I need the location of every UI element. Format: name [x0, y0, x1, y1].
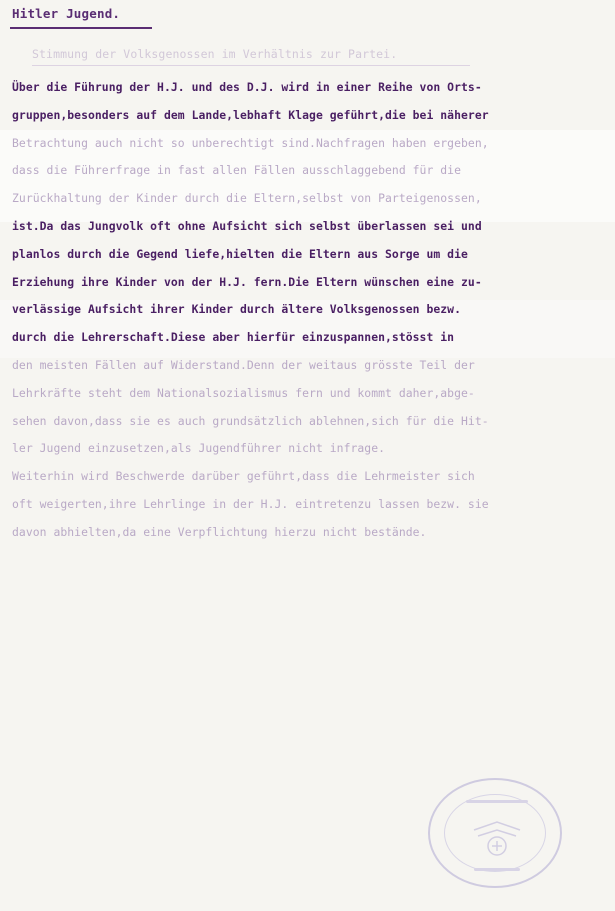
text-line: ist.Da das Jungvolk oft ohne Aufsicht sich selbst überlassen sei und	[12, 219, 482, 233]
text-line: Betrachtung auch nicht so unberechtigt sind.Nachfragen haben ergeben,	[12, 135, 489, 150]
subheading-underline	[32, 65, 470, 66]
official-seal-icon	[428, 778, 562, 888]
seal-emblem-icon	[430, 780, 564, 890]
text-line: dass die Führerfrage in fast allen Fällen ausschlaggebend für die	[12, 163, 462, 178]
text-line: sehen davon,dass sie es auch grundsätzlich ablehnen,sich für die Hit-	[12, 413, 489, 428]
document-subheading: Stimmung der Volksgenossen im Verhältnis zur Partei.	[32, 47, 398, 61]
text-line: davon abhielten,da eine Verpflichtung hierzu nicht bestände.	[12, 524, 427, 539]
text-line: Weiterhin wird Beschwerde darüber geführt,dass die Lehrmeister sich	[12, 469, 475, 484]
text-line: gruppen,besonders auf dem Lande,lebhaft Klage geführt,die bei näherer	[12, 107, 489, 122]
text-line: durch die Lehrerschaft.Diese aber hierfür einzuspannen,stösst in	[12, 330, 455, 345]
text-line: ler Jugend einzusetzen,als Jugendführer nicht infrage.	[12, 441, 386, 456]
text-line: oft weigerten,ihre Lehrlinge in der H.J. eintretenzu lassen bezw. sie	[12, 497, 489, 511]
heading-underline	[10, 27, 152, 29]
document-heading: Hitler Jugend.	[12, 6, 121, 21]
text-line: Zurückhaltung der Kinder durch die Eltern,selbst von Parteigenossen,	[12, 191, 482, 206]
text-line: planlos durch die Gegend liefe,hielten die Eltern aus Sorge um die	[12, 246, 468, 261]
text-line: verlässige Aufsicht ihrer Kinder durch ältere Volksgenossen bezw.	[12, 302, 462, 317]
text-line: Lehrkräfte steht dem Nationalsozialismus fern und kommt daher,abge-	[12, 385, 475, 400]
text-line: den meisten Fällen auf Widerstand.Denn der weitaus grösste Teil der	[12, 358, 475, 372]
text-line: Erziehung ihre Kinder von der H.J. fern.Die Eltern wünschen eine zu-	[12, 274, 482, 289]
text-line: Über die Führung der H.J. und des D.J. wird in einer Reihe von Orts-	[12, 80, 482, 94]
